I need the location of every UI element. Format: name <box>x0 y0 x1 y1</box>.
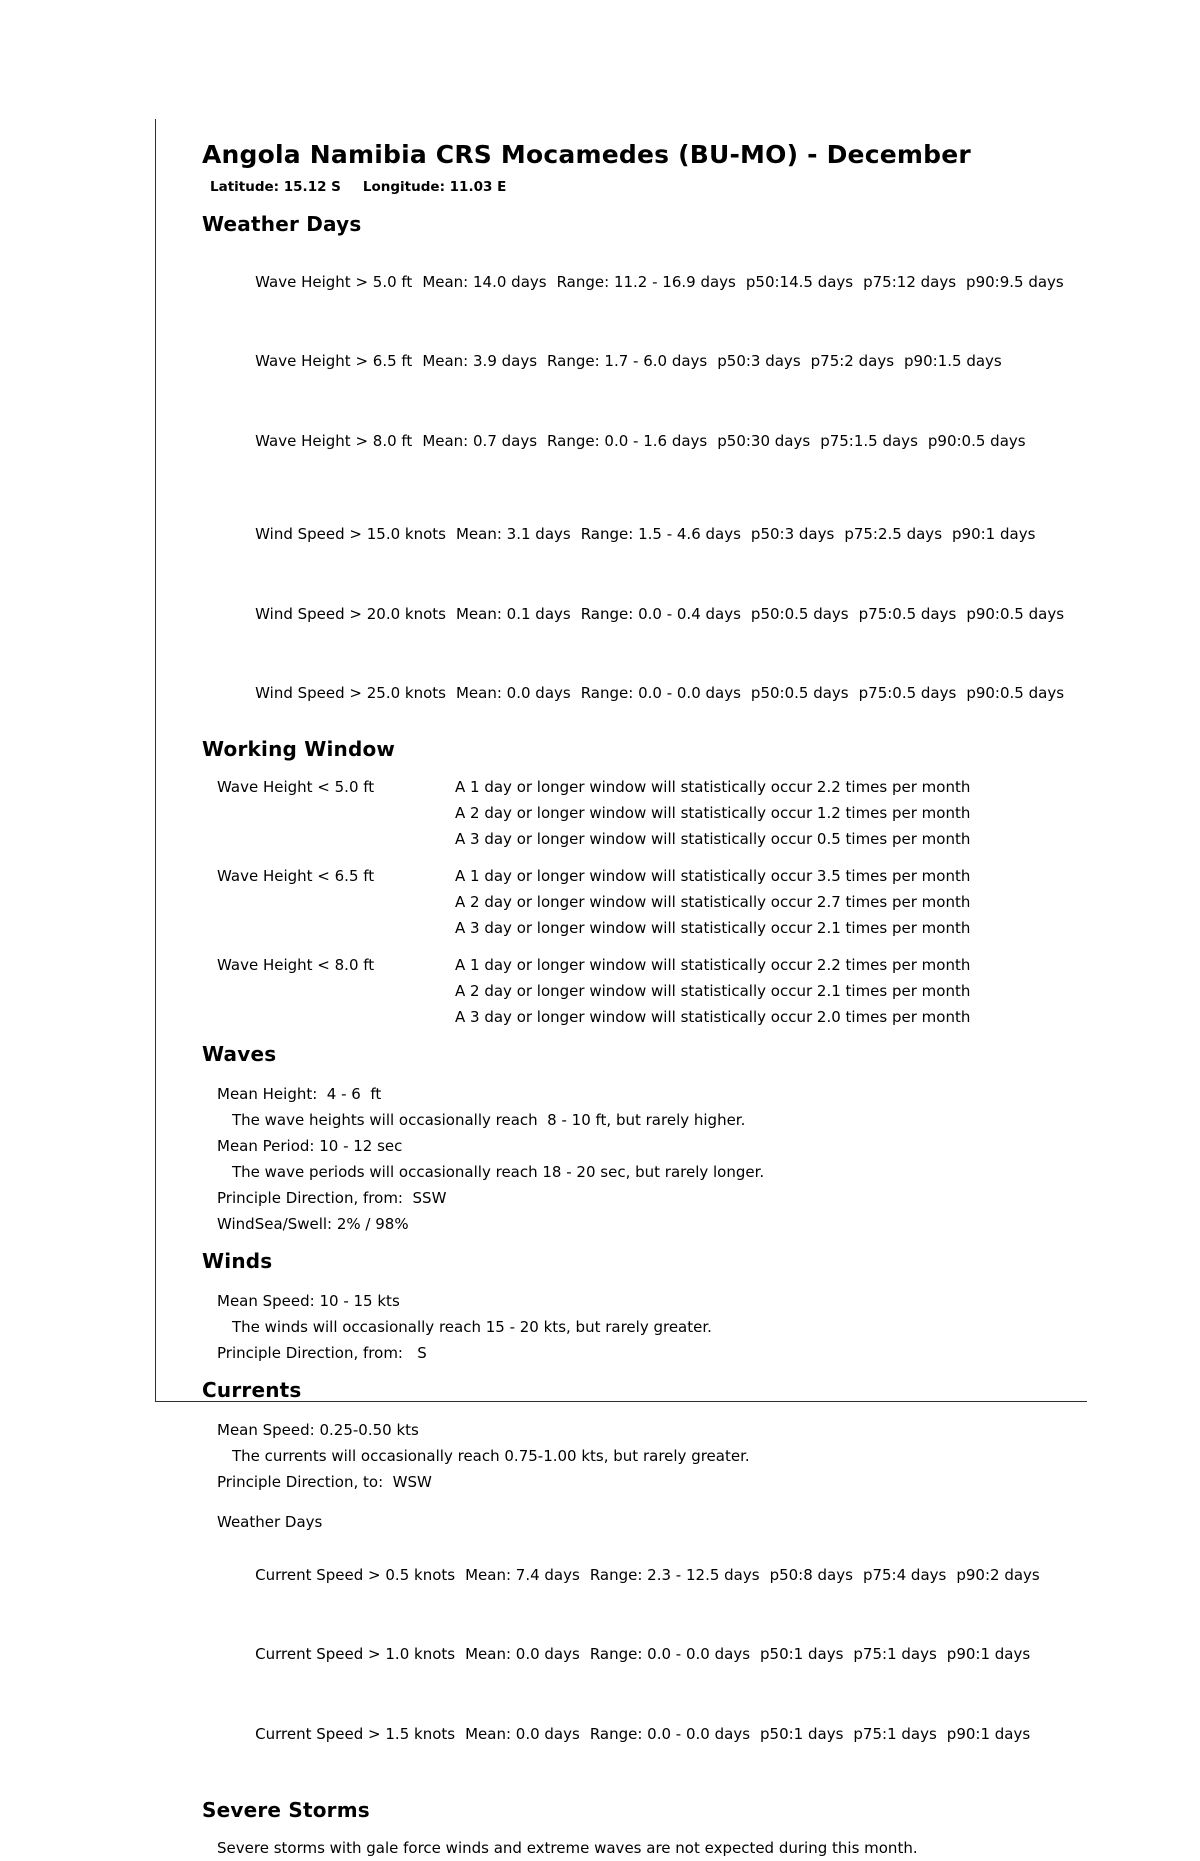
row-range: Range: 0.0 - 0.0 days <box>589 1724 751 1743</box>
page-title: Angola Namibia CRS Mocamedes (BU-MO) - December <box>202 140 971 169</box>
group-lines <box>455 863 1132 941</box>
row-mean: Mean: 0.0 days <box>465 1724 580 1743</box>
speed-note-line: The currents will occasionally reach 0.75-1.00 kts, but rarely greater. <box>232 1447 750 1465</box>
window-statistic-line: A 1 day or longer window will statistically occur 2.2 times per month <box>455 956 971 974</box>
row-range: Range: 11.2 - 16.9 days <box>556 272 736 291</box>
working-window-group <box>202 863 1132 941</box>
section-heading-currents: Currents <box>202 1378 302 1402</box>
row-range: Range: 0.0 - 0.0 days <box>580 684 741 702</box>
table-row <box>202 322 1132 402</box>
winds-details <box>202 1288 1132 1366</box>
window-statistic-line: A 3 day or longer window will statistically occur 0.5 times per month <box>455 830 971 848</box>
row-p75: p75:4 days <box>862 1565 947 1584</box>
mean-period-line: Mean Period: 10 - 12 sec <box>217 1137 403 1155</box>
current-direction-line: Principle Direction, to: WSW <box>217 1473 432 1491</box>
row-p90: p90:1 days <box>946 1645 1031 1663</box>
row-range: Range: 0.0 - 1.6 days <box>547 431 708 450</box>
table-row <box>202 401 1132 481</box>
row-range: Range: 2.3 - 12.5 days <box>589 1565 760 1584</box>
windsea-swell-line: WindSea/Swell: 2% / 98% <box>217 1215 409 1233</box>
working-window-groups <box>202 774 1132 1030</box>
window-statistic-line: A 1 day or longer window will statistically occur 2.2 times per month <box>455 778 971 796</box>
row-p75: p75:2 days <box>810 352 895 370</box>
section-heading-weather-days: Weather Days <box>202 212 362 236</box>
currents-details <box>202 1417 1132 1495</box>
wave-direction-line: Principle Direction, from: SSW <box>217 1189 447 1207</box>
row-p90: p90:2 days <box>956 1565 1040 1584</box>
table-row <box>202 495 1132 575</box>
row-p90: p90:0.5 days <box>966 684 1065 702</box>
waves-details <box>202 1081 1132 1237</box>
working-window-group <box>202 952 1132 1030</box>
window-statistic-line: A 3 day or longer window will statistically occur 2.1 times per month <box>455 919 971 937</box>
row-p50: p50:8 days <box>769 1565 853 1584</box>
row-p50: p50:0.5 days <box>750 604 849 623</box>
row-mean: Mean: 14.0 days <box>422 272 547 291</box>
period-note-line: The wave periods will occasionally reach 18 - 20 sec, but rarely longer. <box>232 1163 765 1181</box>
wind-speed-weather-days <box>202 495 1132 734</box>
table-row <box>202 574 1132 654</box>
row-label: Current Speed > 1.0 knots <box>255 1645 456 1663</box>
row-mean: Mean: 3.9 days <box>422 352 538 370</box>
row-p75: p75:0.5 days <box>858 684 957 702</box>
row-mean: Mean: 7.4 days <box>465 1565 580 1584</box>
table-row <box>202 1535 1132 1615</box>
section-heading-waves: Waves <box>202 1042 277 1066</box>
row-mean: Mean: 0.1 days <box>455 604 571 623</box>
row-p75: p75:1.5 days <box>820 431 918 450</box>
row-mean: Mean: 0.0 days <box>465 1645 580 1663</box>
group-lines <box>455 952 1132 1030</box>
section-heading-severe-storms: Severe Storms <box>202 1797 370 1822</box>
row-p50: p50:0.5 days <box>750 684 849 702</box>
group-label: Wave Height < 8.0 ft <box>217 956 375 974</box>
mean-speed-line: Mean Speed: 10 - 15 kts <box>217 1292 400 1310</box>
table-row <box>202 1615 1132 1695</box>
table-row <box>202 242 1132 322</box>
coordinates <box>210 179 1132 196</box>
wind-direction-line: Principle Direction, from: S <box>217 1344 427 1362</box>
group-label: Wave Height < 5.0 ft <box>217 778 375 796</box>
row-mean: Mean: 3.1 days <box>455 525 571 543</box>
mean-height-line: Mean Height: 4 - 6 ft <box>217 1085 382 1103</box>
group-label: Wave Height < 6.5 ft <box>217 867 375 885</box>
row-p90: p90:0.5 days <box>927 431 1026 450</box>
severe-storms-text: Severe storms with gale force winds and extreme waves are not expected during this month. <box>217 1838 918 1857</box>
section-heading-winds: Winds <box>202 1249 273 1273</box>
window-statistic-line: A 2 day or longer window will statistically occur 2.7 times per month <box>455 893 971 911</box>
row-label: Wave Height > 8.0 ft <box>255 431 413 450</box>
table-row <box>202 1694 1132 1774</box>
row-p50: p50:3 days <box>750 525 835 543</box>
row-p90: p90:1 days <box>946 1724 1031 1743</box>
window-statistic-line: A 2 day or longer window will statistically occur 2.1 times per month <box>455 982 971 1000</box>
row-p90: p90:1.5 days <box>904 352 1002 370</box>
row-label: Wind Speed > 20.0 knots <box>255 604 446 623</box>
group-lines <box>455 774 1132 852</box>
row-p90: p90:1 days <box>952 525 1036 543</box>
section-heading-working-window: Working Window <box>202 737 396 761</box>
row-range: Range: 1.7 - 6.0 days <box>547 352 708 370</box>
row-label: Wind Speed > 15.0 knots <box>255 525 446 543</box>
row-label: Wave Height > 6.5 ft <box>255 352 413 370</box>
row-p50: p50:1 days <box>760 1724 844 1743</box>
row-p75: p75:2.5 days <box>844 525 943 543</box>
row-label: Current Speed > 0.5 knots <box>255 1565 456 1584</box>
row-p90: p90:0.5 days <box>966 604 1065 623</box>
row-p75: p75:1 days <box>853 1645 937 1663</box>
row-p50: p50:3 days <box>717 352 801 370</box>
window-statistic-line: A 1 day or longer window will statistically occur 3.5 times per month <box>455 867 971 885</box>
row-range: Range: 0.0 - 0.0 days <box>589 1645 751 1663</box>
row-p50: p50:14.5 days <box>745 272 854 291</box>
height-note-line: The wave heights will occasionally reach 8 - 10 ft, but rarely higher. <box>232 1111 746 1129</box>
window-statistic-line: A 2 day or longer window will statistically occur 1.2 times per month <box>455 804 971 822</box>
speed-note-line: The winds will occasionally reach 15 - 20 kts, but rarely greater. <box>232 1318 712 1336</box>
longitude-value: Longitude: 11.03 E <box>362 179 507 195</box>
row-label: Current Speed > 1.5 knots <box>255 1724 456 1743</box>
row-p50: p50:1 days <box>760 1645 844 1663</box>
row-p50: p50:30 days <box>717 431 811 450</box>
row-mean: Mean: 0.0 days <box>455 684 571 702</box>
table-row <box>202 654 1132 734</box>
row-label: Wind Speed > 25.0 knots <box>255 684 446 702</box>
row-p75: p75:12 days <box>863 272 957 291</box>
row-label: Wave Height > 5.0 ft <box>255 272 413 291</box>
current-weather-days <box>202 1509 1132 1774</box>
wave-height-weather-days <box>202 242 1132 481</box>
mean-speed-line: Mean Speed: 0.25-0.50 kts <box>217 1421 419 1439</box>
row-p75: p75:1 days <box>853 1724 937 1743</box>
working-window-group <box>202 774 1132 852</box>
row-range: Range: 1.5 - 4.6 days <box>580 525 741 543</box>
latitude-value: Latitude: 15.12 S <box>210 179 341 195</box>
row-mean: Mean: 0.7 days <box>422 431 538 450</box>
weather-days-label: Weather Days <box>217 1513 323 1531</box>
row-p75: p75:0.5 days <box>858 604 957 623</box>
row-range: Range: 0.0 - 0.4 days <box>580 604 741 623</box>
report-content <box>202 139 1132 1861</box>
window-statistic-line: A 3 day or longer window will statistically occur 2.0 times per month <box>455 1008 971 1026</box>
row-p90: p90:9.5 days <box>966 272 1064 291</box>
